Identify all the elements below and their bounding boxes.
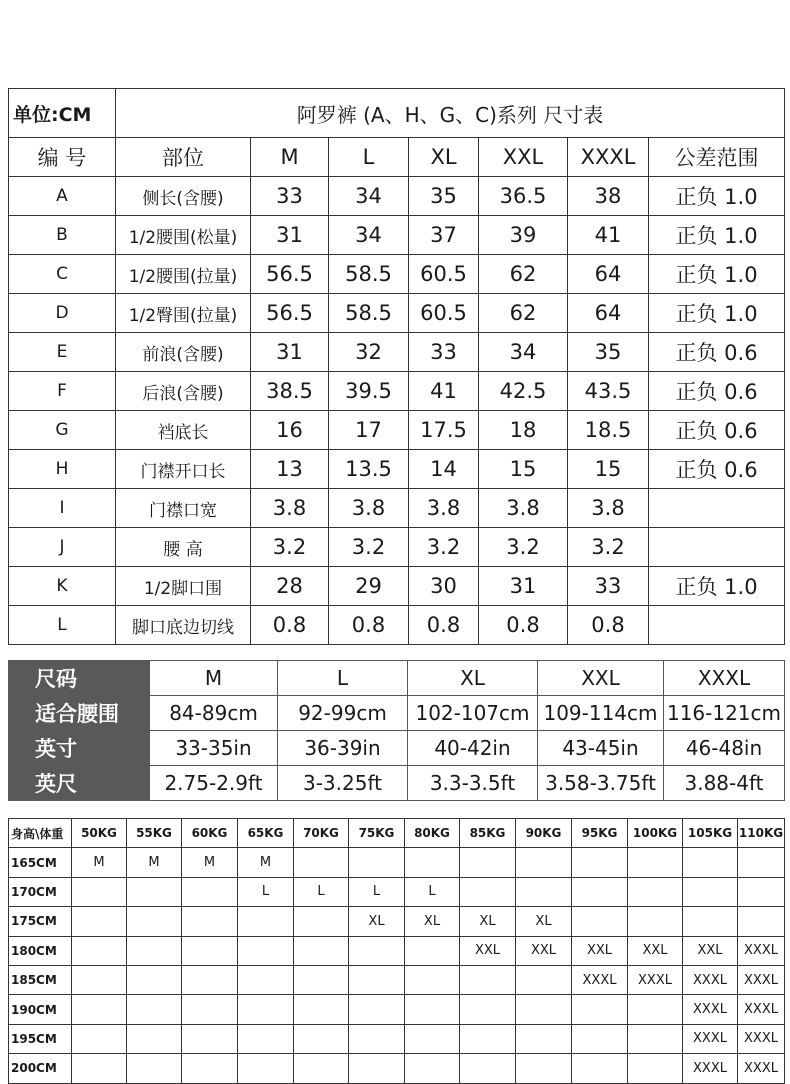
- size-cell: [127, 907, 182, 936]
- size-cell: [72, 936, 127, 965]
- size-cell: XXL: [460, 936, 516, 965]
- fit-value: 46-48in: [664, 731, 785, 766]
- tolerance-value: 正负 0.6: [649, 333, 785, 372]
- column-header: XXXL: [568, 138, 649, 177]
- tolerance-value: 正负 1.0: [649, 294, 785, 333]
- size-cell: [405, 995, 460, 1024]
- tolerance-value: 正负 1.0: [649, 255, 785, 294]
- size-cell: [738, 907, 785, 936]
- row-code: D: [9, 294, 116, 333]
- size-cell: [516, 965, 572, 994]
- size-value: 34: [479, 333, 568, 372]
- size-cell: L: [238, 877, 294, 906]
- row-part: 后浪(含腰): [116, 372, 251, 411]
- table-row: [9, 216, 785, 255]
- height-label: 185CM: [9, 965, 72, 994]
- size-cell: [349, 1024, 405, 1053]
- size-cell: [516, 877, 572, 906]
- row-code: C: [9, 255, 116, 294]
- size-value: 38.5: [251, 372, 329, 411]
- size-value: 32: [329, 333, 409, 372]
- size-cell: [572, 995, 628, 1024]
- size-value: 3.8: [568, 489, 649, 528]
- row-part: 1/2腰围(拉量): [116, 255, 251, 294]
- size-cell: [238, 995, 294, 1024]
- tolerance-value: 正负 1.0: [649, 567, 785, 606]
- size-value: 41: [568, 216, 649, 255]
- row-part: 前浪(含腰): [116, 333, 251, 372]
- tolerance-value: [649, 528, 785, 567]
- weight-header: 80KG: [405, 819, 460, 848]
- size-value: 39: [479, 216, 568, 255]
- size-value: 41: [409, 372, 479, 411]
- height-label: 190CM: [9, 995, 72, 1024]
- weight-header: 60KG: [182, 819, 238, 848]
- row-part: 脚口底边切线: [116, 606, 251, 645]
- size-value: 37: [409, 216, 479, 255]
- size-value: 30: [409, 567, 479, 606]
- size-cell: [127, 877, 182, 906]
- size-cell: [628, 877, 683, 906]
- column-header: XXL: [479, 138, 568, 177]
- fit-value: XL: [408, 661, 538, 696]
- table-row: [9, 567, 785, 606]
- size-cell: L: [349, 877, 405, 906]
- size-cell: [516, 1054, 572, 1083]
- size-cell: [294, 1054, 349, 1083]
- fit-value: 2.75-2.9ft: [150, 766, 278, 801]
- size-value: 0.8: [409, 606, 479, 645]
- row-part: 1/2腰围(松量): [116, 216, 251, 255]
- row-part: 门襟开口长: [116, 450, 251, 489]
- size-cell: [294, 907, 349, 936]
- size-value: 35: [568, 333, 649, 372]
- size-value: 36.5: [479, 177, 568, 216]
- size-cell: XXXL: [683, 995, 738, 1024]
- size-value: 56.5: [251, 255, 329, 294]
- table-row: [9, 731, 785, 766]
- size-value: 28: [251, 567, 329, 606]
- tolerance-value: 正负 0.6: [649, 372, 785, 411]
- row-code: E: [9, 333, 116, 372]
- fit-value: 3-3.25ft: [278, 766, 408, 801]
- size-cell: [628, 907, 683, 936]
- row-part: 侧长(含腰): [116, 177, 251, 216]
- size-cell: [182, 965, 238, 994]
- size-value: 15: [568, 450, 649, 489]
- table-row: [9, 606, 785, 645]
- size-cell: XXXL: [738, 995, 785, 1024]
- size-value: 0.8: [251, 606, 329, 645]
- size-cell: [572, 848, 628, 877]
- corner-label: 身高\体重: [9, 819, 72, 848]
- size-value: 16: [251, 411, 329, 450]
- table-row: [9, 450, 785, 489]
- fit-value: 116-121cm: [664, 696, 785, 731]
- size-value: 60.5: [409, 255, 479, 294]
- size-cell: [72, 877, 127, 906]
- row-label: 英尺: [9, 766, 150, 801]
- fit-value: M: [150, 661, 278, 696]
- table-row: [9, 1054, 785, 1083]
- table-row: [9, 995, 785, 1024]
- size-value: 64: [568, 294, 649, 333]
- size-value: 33: [409, 333, 479, 372]
- row-code: L: [9, 606, 116, 645]
- size-cell: XXL: [516, 936, 572, 965]
- size-value: 33: [251, 177, 329, 216]
- height-label: 180CM: [9, 936, 72, 965]
- size-value: 0.8: [479, 606, 568, 645]
- row-code: H: [9, 450, 116, 489]
- size-cell: [238, 965, 294, 994]
- size-cell: XL: [516, 907, 572, 936]
- size-cell: [460, 877, 516, 906]
- size-value: 43.5: [568, 372, 649, 411]
- size-cell: L: [405, 877, 460, 906]
- size-value: 13: [251, 450, 329, 489]
- size-cell: [628, 1054, 683, 1083]
- row-part: 1/2臀围(拉量): [116, 294, 251, 333]
- fit-value: XXL: [538, 661, 664, 696]
- table-row: [9, 489, 785, 528]
- size-value: 64: [568, 255, 649, 294]
- row-code: K: [9, 567, 116, 606]
- column-header: 公差范围: [649, 138, 785, 177]
- fit-value: 3.58-3.75ft: [538, 766, 664, 801]
- fit-value: 102-107cm: [408, 696, 538, 731]
- column-header: 部位: [116, 138, 251, 177]
- size-cell: [628, 1024, 683, 1053]
- size-value: 31: [251, 216, 329, 255]
- fit-value: 33-35in: [150, 731, 278, 766]
- size-value: 18.5: [568, 411, 649, 450]
- size-cell: [628, 995, 683, 1024]
- size-cell: L: [294, 877, 349, 906]
- size-value: 0.8: [329, 606, 409, 645]
- size-value: 60.5: [409, 294, 479, 333]
- size-cell: XXXL: [738, 936, 785, 965]
- height-label: 195CM: [9, 1024, 72, 1053]
- waist-fit-table: [8, 660, 785, 801]
- size-cell: XXXL: [683, 1024, 738, 1053]
- size-cell: [628, 848, 683, 877]
- table-row: [9, 372, 785, 411]
- table-row: [9, 411, 785, 450]
- size-cell: [349, 936, 405, 965]
- weight-header: 105KG: [683, 819, 738, 848]
- row-part: 腰 高: [116, 528, 251, 567]
- size-cell: [72, 1054, 127, 1083]
- tolerance-value: 正负 1.0: [649, 177, 785, 216]
- size-cell: [349, 1054, 405, 1083]
- size-cell: [182, 995, 238, 1024]
- size-cell: XL: [460, 907, 516, 936]
- row-part: 门襟口宽: [116, 489, 251, 528]
- row-label: 英寸: [9, 731, 150, 766]
- tolerance-value: 正负 0.6: [649, 450, 785, 489]
- size-value: 17.5: [409, 411, 479, 450]
- table-row: [9, 294, 785, 333]
- size-value: 38: [568, 177, 649, 216]
- weight-header: 90KG: [516, 819, 572, 848]
- fit-value: 43-45in: [538, 731, 664, 766]
- size-value: 39.5: [329, 372, 409, 411]
- size-cell: [738, 848, 785, 877]
- table-title-row: [9, 89, 785, 138]
- table-row: [9, 661, 785, 696]
- table-row: [9, 877, 785, 906]
- size-cell: XXL: [683, 936, 738, 965]
- size-cell: M: [182, 848, 238, 877]
- size-cell: [127, 936, 182, 965]
- size-cell: [72, 965, 127, 994]
- size-cell: XXXL: [738, 965, 785, 994]
- size-cell: XXXL: [683, 965, 738, 994]
- column-header: L: [329, 138, 409, 177]
- weight-header: 85KG: [460, 819, 516, 848]
- size-value: 58.5: [329, 255, 409, 294]
- size-value: 17: [329, 411, 409, 450]
- height-label: 170CM: [9, 877, 72, 906]
- size-cell: [294, 848, 349, 877]
- size-cell: [683, 848, 738, 877]
- size-value: 62: [479, 294, 568, 333]
- row-part: 裆底长: [116, 411, 251, 450]
- weight-header: 50KG: [72, 819, 127, 848]
- size-cell: [460, 848, 516, 877]
- table-title: 阿罗裤 (A、H、G、C)系列 尺寸表: [116, 89, 785, 138]
- size-cell: [294, 965, 349, 994]
- row-label: 适合腰围: [9, 696, 150, 731]
- size-cell: [405, 965, 460, 994]
- tolerance-value: 正负 0.6: [649, 411, 785, 450]
- size-cell: [72, 1024, 127, 1053]
- size-cell: M: [72, 848, 127, 877]
- size-cell: [572, 1024, 628, 1053]
- size-cell: M: [127, 848, 182, 877]
- size-value: 29: [329, 567, 409, 606]
- column-header: 编 号: [9, 138, 116, 177]
- size-spec-table: [8, 88, 785, 645]
- table-row: [9, 255, 785, 294]
- size-cell: [460, 995, 516, 1024]
- size-cell: [127, 1054, 182, 1083]
- size-cell: [238, 1024, 294, 1053]
- size-cell: XXXL: [628, 965, 683, 994]
- row-code: F: [9, 372, 116, 411]
- size-cell: [182, 877, 238, 906]
- size-cell: [294, 995, 349, 1024]
- column-header: XL: [409, 138, 479, 177]
- size-cell: [182, 1024, 238, 1053]
- size-cell: [238, 907, 294, 936]
- height-label: 200CM: [9, 1054, 72, 1083]
- size-cell: [516, 995, 572, 1024]
- table-row: [9, 907, 785, 936]
- row-label: 尺码: [9, 661, 150, 696]
- size-value: 3.8: [329, 489, 409, 528]
- size-cell: XXXL: [738, 1024, 785, 1053]
- weight-header: 65KG: [238, 819, 294, 848]
- size-value: 56.5: [251, 294, 329, 333]
- fit-value: 92-99cm: [278, 696, 408, 731]
- tolerance-value: [649, 606, 785, 645]
- column-header-row: [9, 138, 785, 177]
- table-row: [9, 936, 785, 965]
- size-value: 18: [479, 411, 568, 450]
- size-value: 3.2: [568, 528, 649, 567]
- fit-value: 40-42in: [408, 731, 538, 766]
- size-value: 58.5: [329, 294, 409, 333]
- size-value: 31: [479, 567, 568, 606]
- size-cell: [738, 877, 785, 906]
- row-code: A: [9, 177, 116, 216]
- row-code: G: [9, 411, 116, 450]
- table-row: [9, 965, 785, 994]
- size-cell: [405, 936, 460, 965]
- row-code: B: [9, 216, 116, 255]
- size-value: 35: [409, 177, 479, 216]
- height-label: 175CM: [9, 907, 72, 936]
- size-cell: M: [238, 848, 294, 877]
- size-cell: XXXL: [572, 965, 628, 994]
- size-cell: [460, 965, 516, 994]
- row-code: J: [9, 528, 116, 567]
- table-row: [9, 333, 785, 372]
- size-cell: [349, 848, 405, 877]
- size-cell: [405, 1054, 460, 1083]
- fit-value: 3.3-3.5ft: [408, 766, 538, 801]
- table-row: [9, 1024, 785, 1053]
- size-value: 62: [479, 255, 568, 294]
- size-cell: [683, 877, 738, 906]
- weight-header: 70KG: [294, 819, 349, 848]
- size-cell: [127, 965, 182, 994]
- size-value: 42.5: [479, 372, 568, 411]
- size-cell: XXL: [628, 936, 683, 965]
- size-cell: [182, 907, 238, 936]
- size-value: 0.8: [568, 606, 649, 645]
- size-cell: [238, 1054, 294, 1083]
- size-value: 15: [479, 450, 568, 489]
- size-cell: [182, 936, 238, 965]
- row-code: I: [9, 489, 116, 528]
- row-part: 1/2脚口围: [116, 567, 251, 606]
- size-cell: XL: [349, 907, 405, 936]
- height-weight-table: [8, 818, 785, 1084]
- size-cell: [572, 877, 628, 906]
- table-row: [9, 696, 785, 731]
- size-cell: [572, 907, 628, 936]
- size-value: 3.2: [409, 528, 479, 567]
- size-cell: [683, 907, 738, 936]
- table-row: [9, 848, 785, 877]
- size-cell: XXXL: [683, 1054, 738, 1083]
- size-cell: [182, 1054, 238, 1083]
- size-cell: [516, 848, 572, 877]
- size-cell: [349, 965, 405, 994]
- height-label: 165CM: [9, 848, 72, 877]
- weight-header: 75KG: [349, 819, 405, 848]
- size-value: 14: [409, 450, 479, 489]
- size-value: 34: [329, 177, 409, 216]
- table-row: [9, 766, 785, 801]
- weight-header: 55KG: [127, 819, 182, 848]
- fit-value: 84-89cm: [150, 696, 278, 731]
- size-cell: [460, 1054, 516, 1083]
- size-value: 31: [251, 333, 329, 372]
- column-header: M: [251, 138, 329, 177]
- size-value: 3.2: [329, 528, 409, 567]
- size-cell: [294, 936, 349, 965]
- size-cell: [127, 1024, 182, 1053]
- size-value: 34: [329, 216, 409, 255]
- size-cell: [127, 995, 182, 1024]
- table-row: [9, 177, 785, 216]
- size-cell: [405, 1024, 460, 1053]
- size-value: 3.8: [479, 489, 568, 528]
- fit-value: XXXL: [664, 661, 785, 696]
- size-cell: [460, 1024, 516, 1053]
- fit-value: L: [278, 661, 408, 696]
- weight-header: 100KG: [628, 819, 683, 848]
- size-cell: [294, 1024, 349, 1053]
- size-cell: [516, 1024, 572, 1053]
- size-value: 3.8: [409, 489, 479, 528]
- size-value: 3.2: [251, 528, 329, 567]
- table-row: [9, 528, 785, 567]
- fit-value: 109-114cm: [538, 696, 664, 731]
- size-cell: XXXL: [738, 1054, 785, 1083]
- size-cell: [405, 848, 460, 877]
- unit-label: 单位:CM: [9, 89, 116, 138]
- size-cell: [238, 936, 294, 965]
- size-value: 3.8: [251, 489, 329, 528]
- fit-value: 36-39in: [278, 731, 408, 766]
- size-cell: [72, 907, 127, 936]
- weight-header: 95KG: [572, 819, 628, 848]
- size-cell: [572, 1054, 628, 1083]
- size-cell: [349, 995, 405, 1024]
- tolerance-value: [649, 489, 785, 528]
- size-cell: XL: [405, 907, 460, 936]
- size-cell: XXL: [572, 936, 628, 965]
- weight-header: 110KG: [738, 819, 785, 848]
- size-value: 3.2: [479, 528, 568, 567]
- fit-value: 3.88-4ft: [664, 766, 785, 801]
- size-value: 13.5: [329, 450, 409, 489]
- tolerance-value: 正负 1.0: [649, 216, 785, 255]
- size-value: 33: [568, 567, 649, 606]
- weight-header-row: [9, 819, 785, 848]
- size-cell: [72, 995, 127, 1024]
